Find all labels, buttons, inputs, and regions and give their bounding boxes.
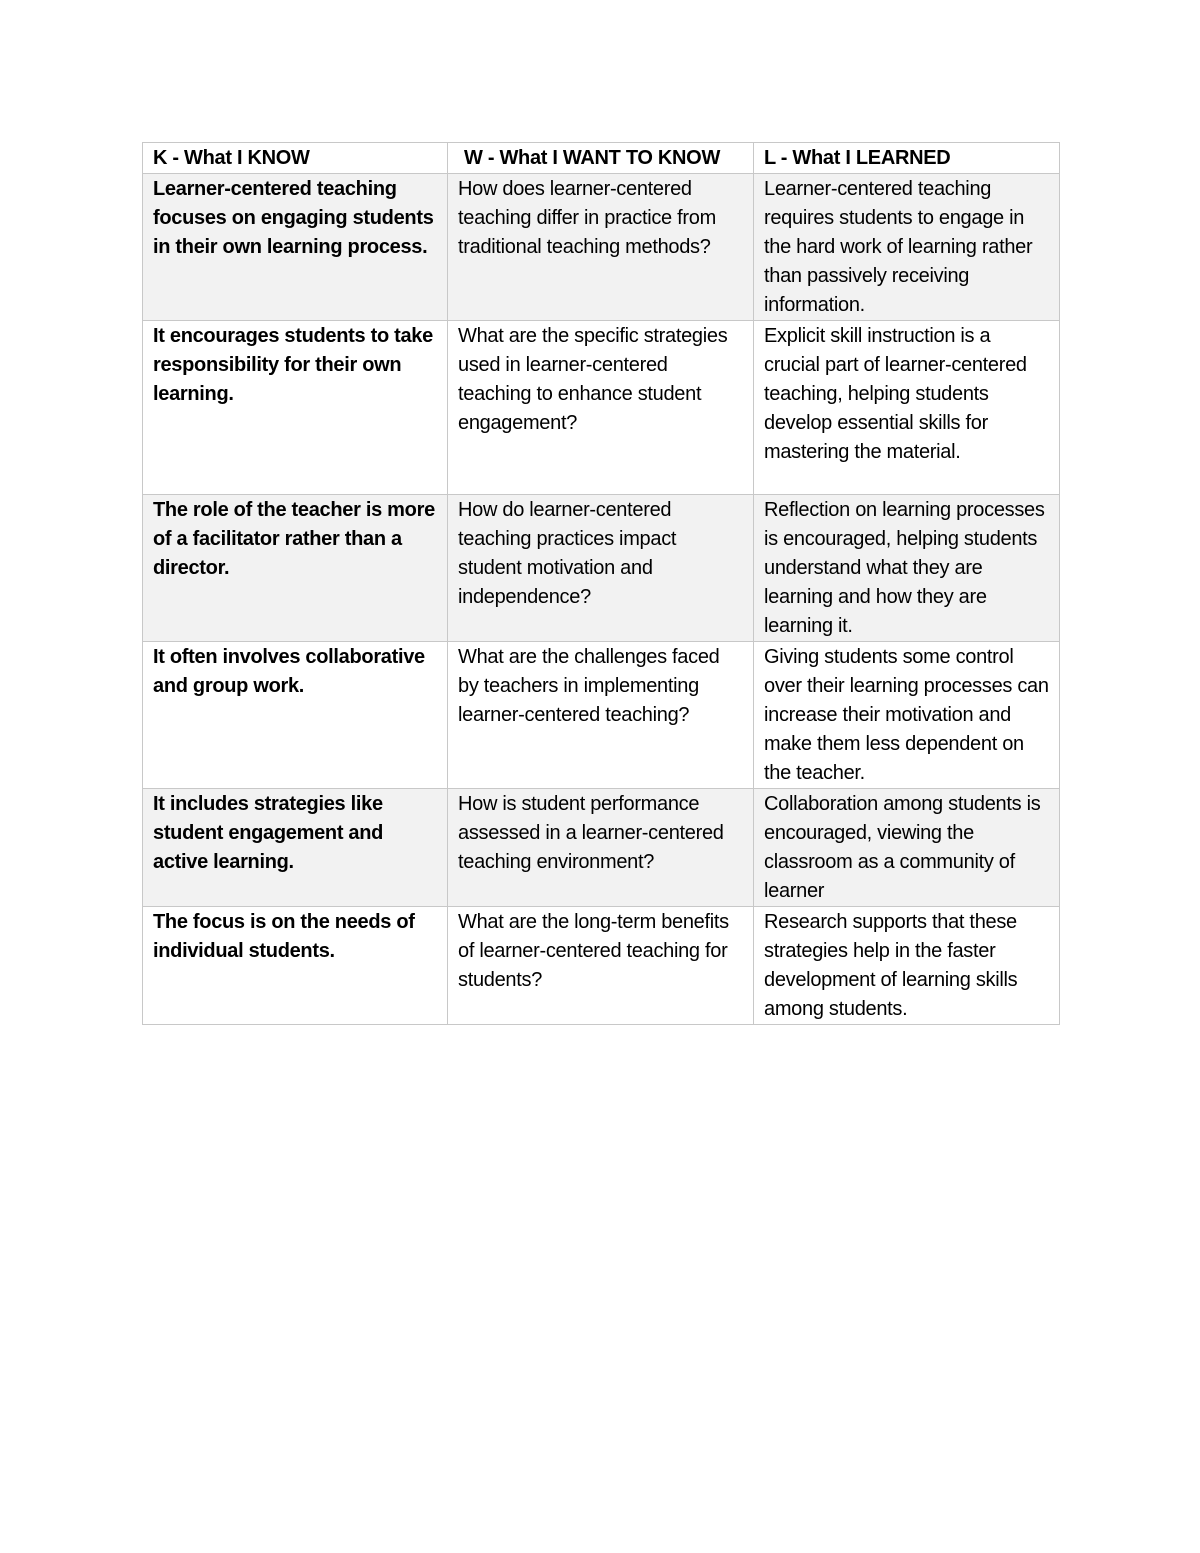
table-header-row xyxy=(143,143,1060,174)
header-know: K - What I KNOW xyxy=(143,143,448,174)
know-cell: It includes strategies like student engagement and active learning. xyxy=(143,789,448,907)
table-row xyxy=(143,321,1060,495)
learned-cell: Giving students some control over their learning processes can increase their motivation and make them less dependent on the teacher. xyxy=(754,642,1060,789)
learned-cell: Explicit skill instruction is a crucial part of learner-centered teaching, helping students develop essential skills for mastering the material. xyxy=(754,321,1060,495)
learned-cell: Reflection on learning processes is encouraged, helping students understand what they are learning and how they are learning it. xyxy=(754,495,1060,642)
know-cell: The focus is on the needs of individual students. xyxy=(143,907,448,1025)
know-cell: It often involves collaborative and group work. xyxy=(143,642,448,789)
want-cell: What are the challenges faced by teachers in implementing learner-centered teaching? xyxy=(448,642,754,789)
know-cell: The role of the teacher is more of a facilitator rather than a director. xyxy=(143,495,448,642)
want-cell: How is student performance assessed in a learner-centered teaching environment? xyxy=(448,789,754,907)
learned-cell: Collaboration among students is encouraged, viewing the classroom as a community of learner xyxy=(754,789,1060,907)
want-cell: How does learner-centered teaching differ in practice from traditional teaching methods? xyxy=(448,174,754,321)
learned-cell: Research supports that these strategies help in the faster development of learning skills among students. xyxy=(754,907,1060,1025)
want-cell: What are the long-term benefits of learner-centered teaching for students? xyxy=(448,907,754,1025)
header-want-to-know: W - What I WANT TO KNOW xyxy=(448,143,754,174)
know-cell: Learner-centered teaching focuses on engaging students in their own learning process. xyxy=(143,174,448,321)
header-learned: L - What I LEARNED xyxy=(754,143,1060,174)
want-cell: How do learner-centered teaching practices impact student motivation and independence? xyxy=(448,495,754,642)
table-row xyxy=(143,495,1060,642)
table-row xyxy=(143,642,1060,789)
kwl-chart-table xyxy=(142,142,1060,1025)
learned-cell: Learner-centered teaching requires students to engage in the hard work of learning rather than passively receiving information. xyxy=(754,174,1060,321)
table-row xyxy=(143,907,1060,1025)
know-cell: It encourages students to take responsibility for their own learning. xyxy=(143,321,448,495)
table-row xyxy=(143,789,1060,907)
table-row xyxy=(143,174,1060,321)
want-cell: What are the specific strategies used in learner-centered teaching to enhance student engagement? xyxy=(448,321,754,495)
